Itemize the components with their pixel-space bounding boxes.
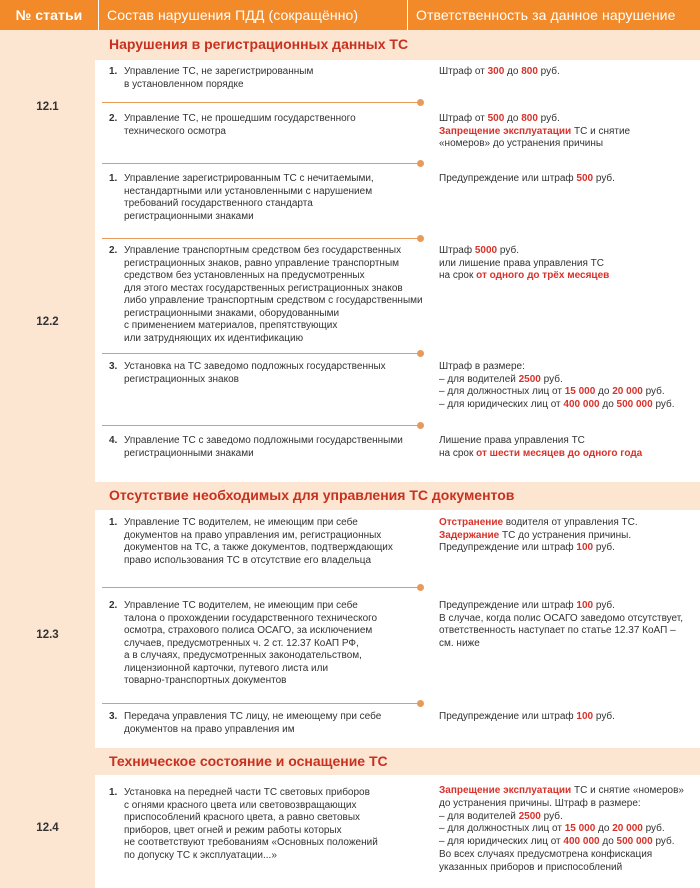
penalty-text: Штраф в размере: – для водителей 2500 руб. – для должностных лиц от 15 000 до 20 000 руб. – для юридических лиц от 400 000 до 500 000 руб. [439,361,675,410]
item-number: 4. [109,435,118,446]
highlight-value: 400 000 [563,398,600,410]
highlight-value: Запрещение эксплуатации [439,125,572,137]
highlight-value: 100 [576,542,594,553]
highlight-value: 2500 [518,810,541,822]
highlight-value: 800 [521,113,538,124]
highlight-value: Отстранение [439,517,504,528]
penalty-text: Предупреждение или штраф 100 руб. В случае, когда полис ОСАГО заведомо отсутствует, ответственность наступает по статье 12.37 КоАП – см. ниже [439,600,684,649]
penalty-text: Штраф от 500 до 800 руб. Запрещение эксплуатации ТС и снятие «номеров» до устранения причины [439,113,631,149]
highlight-value: Запрещение эксплуатации [439,785,572,796]
penalty-text: Запрещение эксплуатации ТС и снятие «номеров» до устранения причины. Штраф в размере: – для водителей 2500 руб. – для должностных лиц от 15 000 до 20 000 руб. – для юридических лиц от 400 000 до 500 000 руб. Во всех случаях предусмотрена конфискация указанных приборов и приспособлений [439,785,684,873]
section-documents: Отсутствие необходимых для управления ТС документов [0,482,700,510]
violation-text: Управление зарегистрированным ТС с нечитаемыми, нестандартными или установленными с нарушением требований государственного стандарта регистрационными знаками [124,173,374,222]
highlight-value: 2500 [518,373,541,385]
penalty-text: Предупреждение или штраф 100 руб. [439,711,615,722]
highlight-value: 500 000 [616,398,653,410]
section-technical: Техническое состояние и оснащение ТС [0,748,700,775]
highlight-value: 300 [487,66,505,77]
item-number: 3. [109,361,118,372]
item-number: 1. [109,517,118,528]
highlight-value: 5000 [474,245,498,256]
header-article-number: № статьи [15,7,83,23]
highlight-value: 400 000 [563,836,600,848]
violation-text: Управление ТС, не зарегистрированным в установленном порядке [124,66,314,90]
header-responsibility: Ответственность за данное нарушение [416,7,676,23]
article-number: 12.1 [36,101,59,113]
item-number: 2. [109,113,118,124]
article-number: 12.4 [36,822,59,834]
item-number: 1. [109,787,118,798]
violation-text: Управление ТС водителем, не имеющим при себе документов на право управления им, регистрационных документов на ТС, а также документов, подтверждающих право использования ТС в отсутствие его владельца [124,517,393,566]
item-number: 1. [109,173,118,184]
violation-text: Установка на передней части ТС световых приборов с огнями красного цвета или световозвращающих приспособлений красного цвета, а равно световых приборов, цвет огней и режим работы которых не соответствуют требованиям «Основных положений по допуску ТС к эксплуатации...» [124,787,378,861]
header-violation: Состав нарушения ПДД (сокращённо) [107,7,359,23]
item-number: 2. [109,600,118,611]
violation-text: Управление транспортным средством без государственных регистрационных знаков, равно управление транспортным средством без установленных на предусмотренных для этого местах государственных регистрационных знаков либо управление транспортным средством с государственными регистрационными знаками, оборудованными с применением материалов, препятствующих или затрудняющих их идентификацию [124,245,423,344]
penalty-text: Штраф 5000 руб. или лишение права управления ТС на срок от одного до трёх месяцев [439,245,610,281]
item-number: 1. [109,66,118,77]
violation-text: Управление ТС водителем, не имеющим при себе талона о прохождении государственного технического осмотра, страхового полиса ОСАГО, за исключением случаев, предусмотренных ч. 2 ст. 12.37 КоАП РФ, а в случаях, предусмотренных законодательством, лицензионной карточки, путевого листа или товарно-транспортных документов [124,600,378,686]
violation-text: Установка на ТС заведомо подложных государственных регистрационных знаков [124,361,386,385]
highlight-value: 800 [521,66,538,77]
highlight-value: 20 000 [612,823,643,835]
highlight-value: 100 [576,600,594,611]
highlight-value: 15 000 [564,823,596,835]
violation-text: Управление ТС с заведомо подложными государственными регистрационными знаками [124,435,403,459]
violation-text: Передача управления ТС лицу, не имеющему при себе документов на право управления им [124,711,382,735]
item-number: 3. [109,711,118,722]
highlight-value: от шести месяцев до одного года [476,447,643,459]
penalty-text: Отстранение водителя от управления ТС. Задержание ТС до устранения причины. Предупреждение или штраф 100 руб. [439,517,638,553]
article-number: 12.3 [36,629,59,641]
penalty-text: Предупреждение или штраф 500 руб. [439,173,615,184]
highlight-value: от одного до трёх месяцев [476,270,610,281]
article-number: 12.2 [36,316,59,328]
highlight-value: 500 [487,113,505,124]
highlight-value: 100 [576,711,594,722]
item-number: 2. [109,245,118,256]
penalty-text: Штраф от 300 до 800 руб. [439,66,560,77]
table-header [0,0,700,30]
highlight-value: 15 000 [564,386,596,397]
violation-text: Управление ТС, не прошедшим государственного технического осмотра [124,113,356,137]
section-registration: Нарушения в регистрационных данных ТС [0,30,700,60]
highlight-value: 500 [576,173,594,184]
highlight-value: 500 000 [616,836,653,848]
highlight-value: Задержание [439,529,500,541]
penalty-text: Лишение права управления ТС на срок от шести месяцев до одного года [439,435,643,459]
highlight-value: 20 000 [612,386,643,397]
